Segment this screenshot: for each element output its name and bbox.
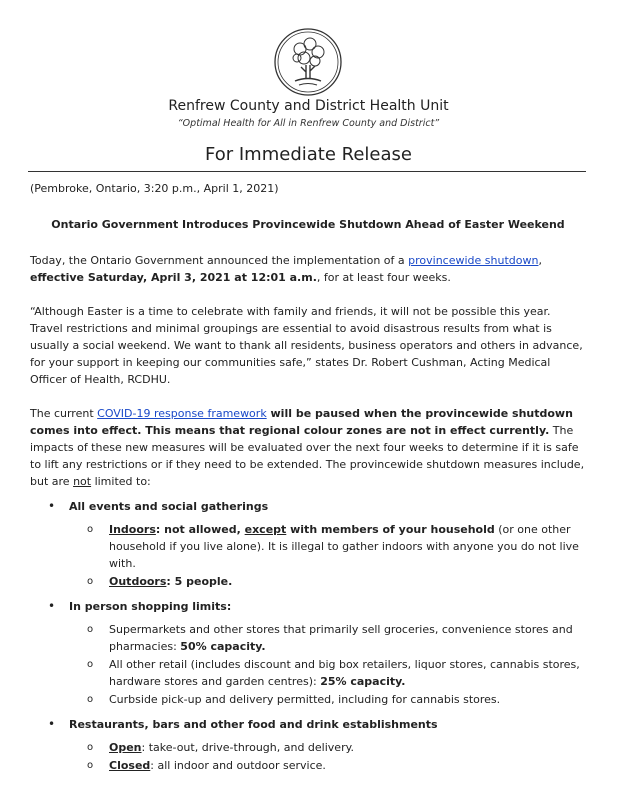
underlined-not: not [73,475,92,488]
covid-framework-link[interactable]: COVID-19 response framework [97,407,267,420]
org-name: Renfrew County and District Health Unit [168,98,449,114]
list-item-title: Restaurants, bars and other food and drink establishments [69,718,438,731]
text: Today, the Ontario Government announced the implementation of a [30,254,409,267]
indoors-label: Indoors [109,523,156,536]
sub-list [69,521,586,590]
list-item-title: All events and social gatherings [69,500,269,513]
text: , for at least four weeks. [316,271,451,284]
measures-list [30,498,586,774]
paragraph-quote: “Although Easter is a time to celebrate with family and friends, it will not be possible this year. Travel restrictions and minimal groupings are essential to avoid disastrous results from what is usually a social weekend. We want to thank all residents, business operators and others in advance, for your support in keeping our communities safe,” states Dr. Robert Cushman, Acting Medical Officer of Health, RCDHU. [30,305,583,386]
closed-label: Closed [109,759,151,772]
text: : take-out, drive-through, and delivery. [141,741,355,754]
list-item-events [30,498,586,590]
except-label: except [244,523,287,536]
list-item [69,573,586,590]
effective-date: effective Saturday, April 3, 2021 at 12:01 a.m. [30,271,317,284]
list-item [69,521,586,572]
release-label: For Immediate Release [205,144,412,165]
list-item [69,621,586,655]
header-divider [28,171,586,172]
text: Supermarkets and other stores that primarily sell groceries, convenience stores and pharmacies: [109,623,573,653]
outdoors-label: Outdoors [109,575,167,588]
text: : not allowed, [155,523,245,536]
text: with members of your household [286,523,495,536]
text: (or one other household if you live alone). It is illegal to gather indoors with anyone you do not live with. [109,523,579,570]
text: All other retail (includes discount and big box retailers, liquor stores, cannabis stores, hardware stores and garden centres): [109,658,580,688]
text: : all indoor and outdoor service. [150,759,326,772]
list-item-restaurants [30,716,586,774]
list-item-title: In person shopping limits: [69,600,232,613]
framework-paused-notice: will be paused when the provincewide shutdown comes into effect. This means that regional colour zones are not in effect currently. [30,407,573,437]
text: limited to: [91,475,151,488]
list-item-shopping [30,598,586,708]
headline: Ontario Government Introduces Provincewide Shutdown Ahead of Easter Weekend [51,218,565,231]
paragraph-framework [30,405,586,490]
tree-in-circle-logo [273,27,343,97]
sub-list [69,621,586,708]
text: The impacts of these new measures will be evaluated over the next four weeks to determine if it is safe to lift any restrictions or if they need to be extended. The provincewide shutdown measures include, but are [30,424,585,488]
list-item [69,739,586,756]
open-label: Open [109,741,142,754]
document-body [30,180,586,782]
dateline: (Pembroke, Ontario, 3:20 p.m., April 1, 2021) [30,182,279,195]
sub-list [69,739,586,774]
text: , [538,254,542,267]
text: : 5 people. [166,575,233,588]
text: The current [30,407,98,420]
capacity-value: 50% capacity. [180,640,266,653]
paragraph-announcement [30,252,586,286]
list-item [69,691,586,708]
list-item [69,757,586,774]
capacity-value: 25% capacity. [320,675,406,688]
provincewide-shutdown-link[interactable]: provincewide shutdown [408,254,539,267]
text: Curbside pick-up and delivery permitted, including for cannabis stores. [109,693,501,706]
tagline: “Optimal Health for All in Renfrew County and District” [177,118,440,129]
list-item [69,656,586,690]
